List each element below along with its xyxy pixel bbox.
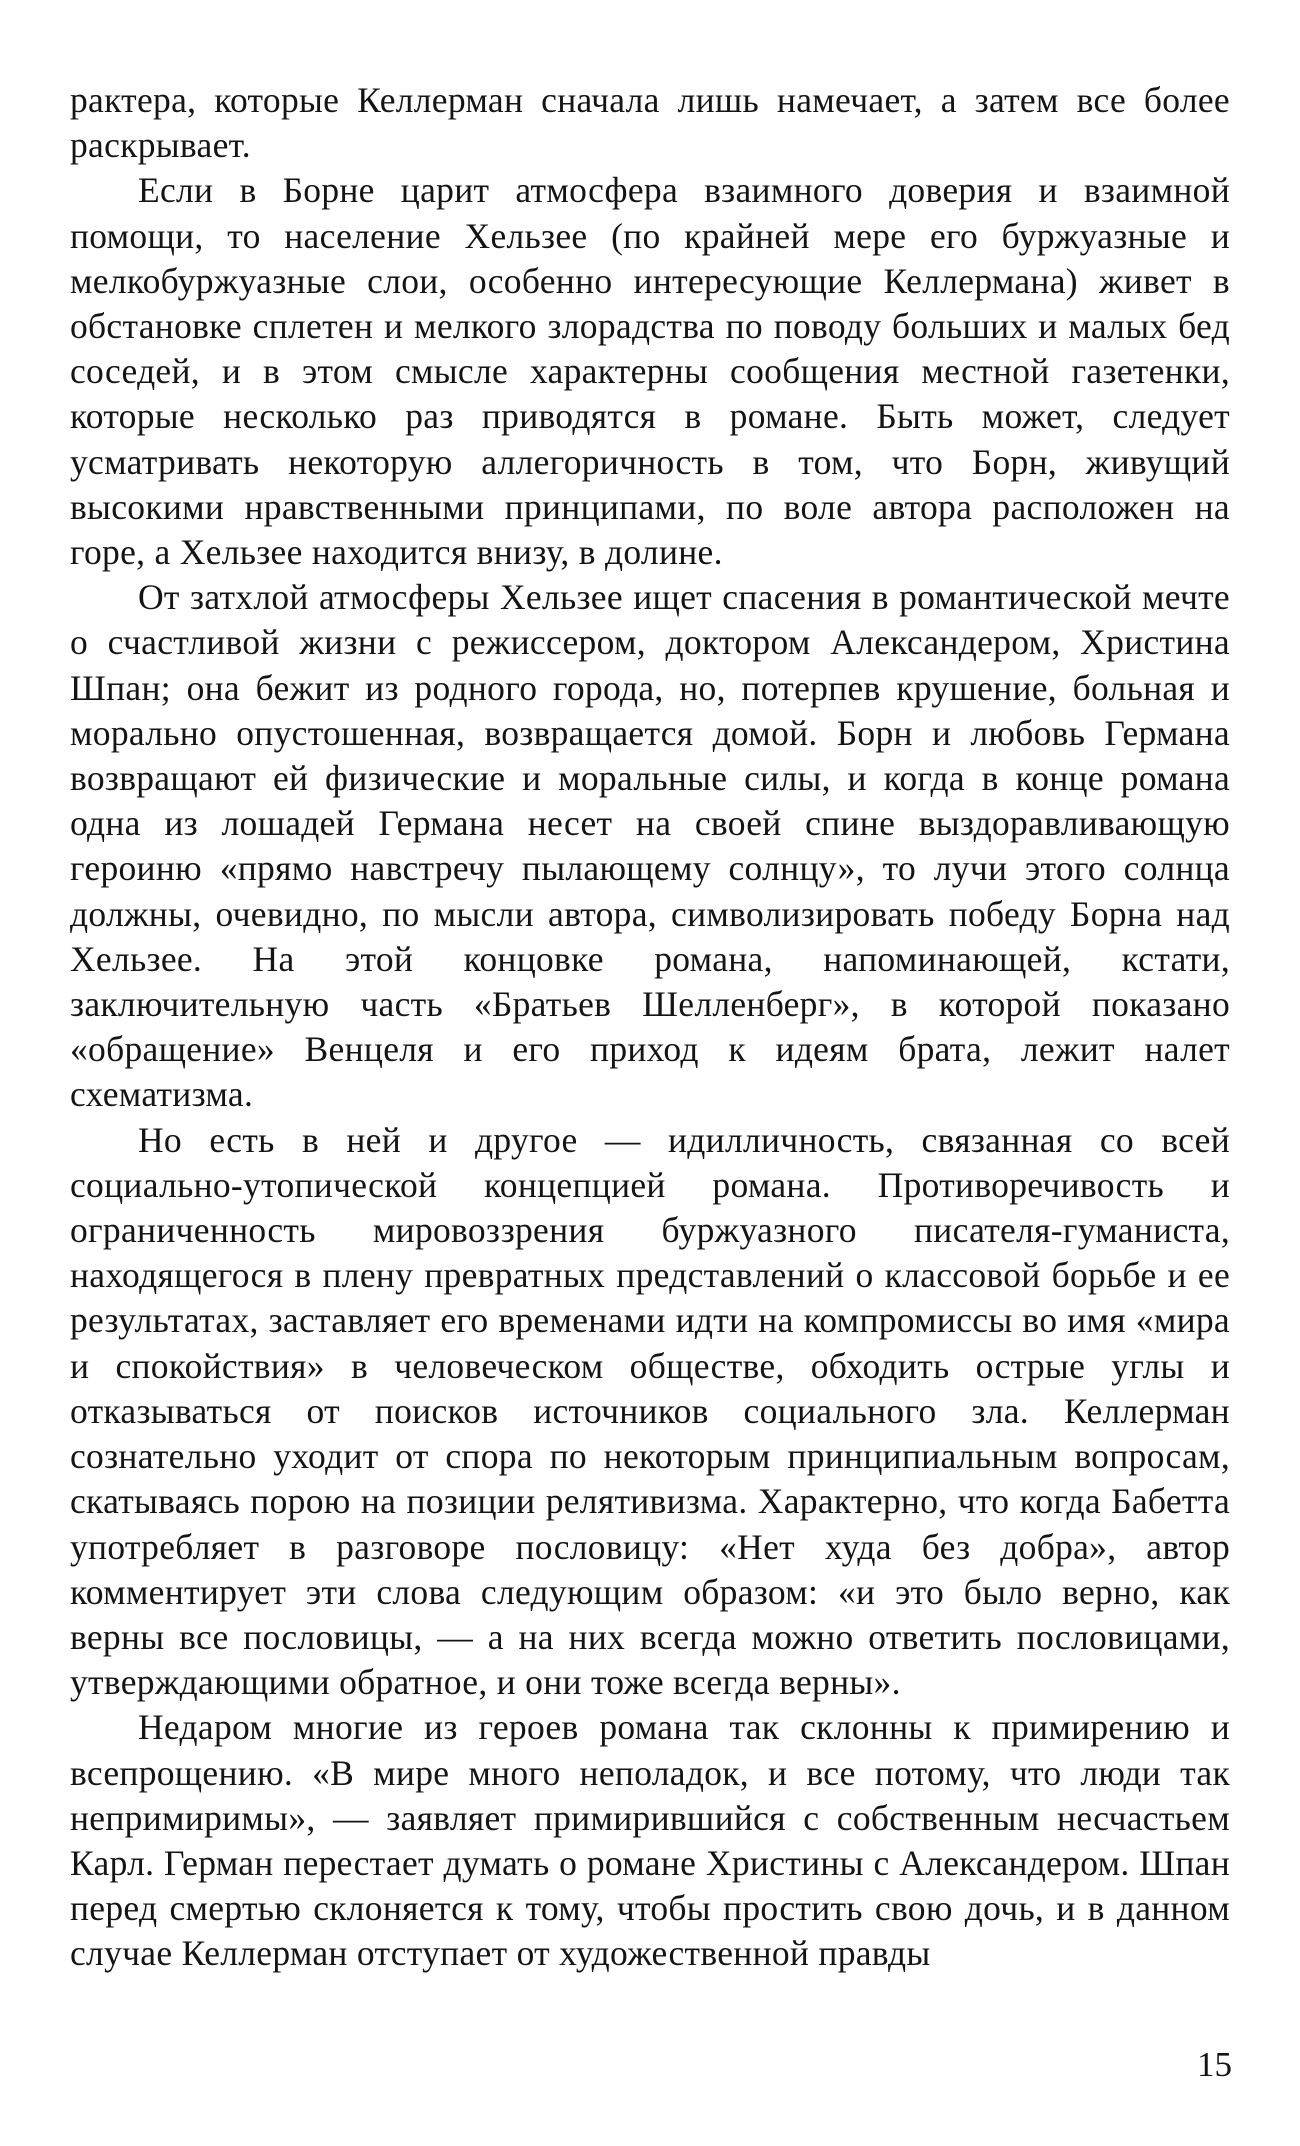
page-number: 15 [1197,2045,1232,2084]
paragraph: От затхлой атмосферы Хельзее ищет спасения в романтической мечте о счастливой жизни с режиссером, доктором Александером, Христина Шпан; она бежит из родного города, но, потерпев крушение, больная и морально опустошенная, возвращается домой. Борн и любовь Германа возвращают ей физические и моральные силы, и когда в конце романа одна из лошадей Германа несет на своей спине выздоравливающую героиню «прямо навстречу пылающему солнцу», то лучи этого солнца должны, очевидно, по мысли автора, символизировать победу Борна над Хельзее. На этой концовке романа, напоминающей, кстати, заключительную часть «Братьев Шелленберг», в которой показано «обращение» Венцеля и его приход к идеям брата, лежит налет схематизма. [70,577,1230,1115]
paragraph-continued: рактера, которые Келлерман сначала лишь намечает, а затем все более раскрывает. [70,80,1230,166]
paragraph: Но есть в ней и другое — идилличность, связанная со всей социально-утопической концепцией романа. Противоречивость и ограниченность мировоззрения буржуазного писателя-гуманиста, находящегося в плену превратных представлений о классовой борьбе и ее результатах, заставляет его временами идти на компромиссы во имя «мира и спокойствия» в человеческом обществе, обходить острые углы и отказываться от поисков источников социального зла. Келлерман сознательно уходит от спора по некоторым принципиальным вопросам, скатываясь порою на позиции релятивизма. Характерно, что когда Бабетта употребляет в разговоре пословицу: «Нет худа без добра», автор комментирует эти слова следующим образом: «и это было верно, как верны все пословицы, — а на них всегда можно ответить пословицами, утверждающими обратное, и они тоже всегда верны». [70,1119,1230,1703]
paragraph: Недаром многие из героев романа так склонны к примирению и всепрощению. «В мире много неполадок, и все потому, что люди так непримиримы», — заявляет примирившийся с собственным несчастьем Карл. Герман перестает думать о романе Христины с Александером. Шпан перед смертью склоняется к тому, чтобы простить свою дочь, и в данном случае Келлерман отступает от художественной правды [70,1707,1230,1974]
page-body [70,78,1230,1977]
paragraph: Если в Борне царит атмосфера взаимного доверия и взаимной помощи, то население Хельзее (по крайней мере его буржуазные и мелкобуржуазные слои, особенно интересующие Келлермана) живет в обстановке сплетен и мелкого злорадства по поводу больших и малых бед соседей, и в этом смысле характерны сообщения местной газетенки, которые несколько раз приводятся в романе. Быть может, следует усматривать некоторую аллегоричность в том, что Борн, живущий высокими нравственными принципами, по воле автора расположен на горе, а Хельзее находится внизу, в долине. [70,170,1230,573]
